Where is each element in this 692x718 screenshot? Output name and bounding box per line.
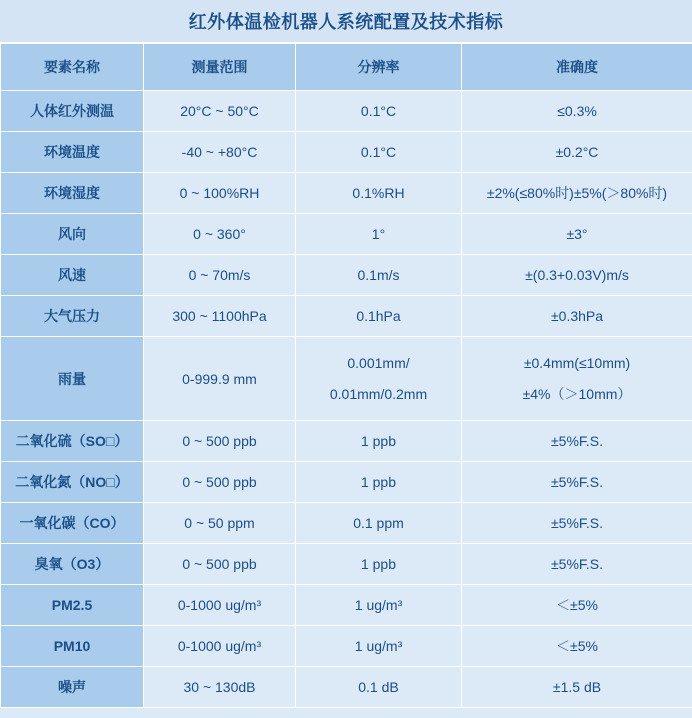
row-label: PM10 bbox=[1, 626, 144, 667]
table-row bbox=[1, 462, 692, 503]
row-accuracy: ±5%F.S. bbox=[462, 462, 692, 503]
row-range: 0 ~ 100%RH bbox=[144, 173, 296, 214]
row-resolution: 0.1 dB bbox=[296, 667, 462, 708]
row-label: 风速 bbox=[1, 255, 144, 296]
column-header-resolution: 分辨率 bbox=[296, 44, 462, 91]
row-resolution: 0.1 ppm bbox=[296, 503, 462, 544]
row-resolution-line1: 0.001mm/ bbox=[347, 354, 410, 371]
table-row bbox=[1, 337, 692, 421]
row-accuracy: ＜±5% bbox=[462, 585, 692, 626]
row-label: 噪声 bbox=[1, 667, 144, 708]
row-accuracy: ＜±5% bbox=[462, 626, 692, 667]
column-header-range: 测量范围 bbox=[144, 44, 296, 91]
table-row bbox=[1, 626, 692, 667]
row-accuracy: ±3° bbox=[462, 214, 692, 255]
table-row bbox=[1, 214, 692, 255]
row-label: 风向 bbox=[1, 214, 144, 255]
row-accuracy-line2: ±4%（＞10mm） bbox=[522, 385, 632, 402]
row-resolution: 0.1hPa bbox=[296, 296, 462, 337]
row-label: 环境温度 bbox=[1, 132, 144, 173]
table-row bbox=[1, 91, 692, 132]
row-accuracy: ±2%(≤80%时)±5%(＞80%时) bbox=[462, 173, 692, 214]
row-accuracy: ±5%F.S. bbox=[462, 421, 692, 462]
row-resolution: 0.1°C bbox=[296, 91, 462, 132]
row-label: 大气压力 bbox=[1, 296, 144, 337]
row-range: 0-1000 ug/m³ bbox=[144, 626, 296, 667]
row-resolution: 0.1°C bbox=[296, 132, 462, 173]
row-accuracy bbox=[462, 337, 692, 421]
specification-table bbox=[0, 43, 692, 708]
row-resolution: 1 ppb bbox=[296, 421, 462, 462]
row-resolution: 1 ppb bbox=[296, 462, 462, 503]
row-range: 0 ~ 500 ppb bbox=[144, 462, 296, 503]
column-header-accuracy: 准确度 bbox=[462, 44, 692, 91]
table-body bbox=[1, 91, 692, 708]
row-range: 0 ~ 500 ppb bbox=[144, 544, 296, 585]
table-header-row bbox=[1, 44, 692, 91]
row-label: 人体红外测温 bbox=[1, 91, 144, 132]
row-resolution: 1 ppb bbox=[296, 544, 462, 585]
table-header bbox=[1, 44, 692, 91]
row-range: 0 ~ 360° bbox=[144, 214, 296, 255]
row-label: 二氧化硫（SO□） bbox=[1, 421, 144, 462]
row-range: -40 ~ +80°C bbox=[144, 132, 296, 173]
column-header-name: 要素名称 bbox=[1, 44, 144, 91]
row-resolution: 1° bbox=[296, 214, 462, 255]
table-row bbox=[1, 544, 692, 585]
table-row bbox=[1, 132, 692, 173]
row-label: 二氧化氮（NO□） bbox=[1, 462, 144, 503]
row-label: 环境湿度 bbox=[1, 173, 144, 214]
row-label: 雨量 bbox=[1, 337, 144, 421]
row-accuracy: ±0.3hPa bbox=[462, 296, 692, 337]
row-accuracy: ±5%F.S. bbox=[462, 544, 692, 585]
title-bar bbox=[0, 0, 692, 43]
page-title: 红外体温检机器人系统配置及技术指标 bbox=[188, 12, 504, 32]
row-label: PM2.5 bbox=[1, 585, 144, 626]
row-range: 30 ~ 130dB bbox=[144, 667, 296, 708]
row-resolution-line2: 0.01mm/0.2mm bbox=[329, 385, 428, 402]
row-accuracy: ±5%F.S. bbox=[462, 503, 692, 544]
row-accuracy: ±0.2°C bbox=[462, 132, 692, 173]
row-accuracy-line1: ±0.4mm(≤10mm) bbox=[523, 354, 631, 371]
row-label: 一氧化碳（CO） bbox=[1, 503, 144, 544]
table-row bbox=[1, 173, 692, 214]
table-row bbox=[1, 421, 692, 462]
row-resolution: 0.1%RH bbox=[296, 173, 462, 214]
row-accuracy: ±(0.3+0.03V)m/s bbox=[462, 255, 692, 296]
row-accuracy: ±1.5 dB bbox=[462, 667, 692, 708]
row-resolution: 0.1m/s bbox=[296, 255, 462, 296]
row-accuracy: ≤0.3% bbox=[462, 91, 692, 132]
row-range: 20°C ~ 50°C bbox=[144, 91, 296, 132]
table-row bbox=[1, 667, 692, 708]
row-resolution: 1 ug/m³ bbox=[296, 626, 462, 667]
row-range: 0 ~ 70m/s bbox=[144, 255, 296, 296]
row-range: 0 ~ 50 ppm bbox=[144, 503, 296, 544]
row-resolution: 1 ug/m³ bbox=[296, 585, 462, 626]
table-row bbox=[1, 503, 692, 544]
table-row bbox=[1, 585, 692, 626]
row-range: 300 ~ 1100hPa bbox=[144, 296, 296, 337]
row-range: 0 ~ 500 ppb bbox=[144, 421, 296, 462]
table-row bbox=[1, 296, 692, 337]
row-resolution bbox=[296, 337, 462, 421]
row-range: 0-1000 ug/m³ bbox=[144, 585, 296, 626]
row-range: 0-999.9 mm bbox=[144, 337, 296, 421]
table-row bbox=[1, 255, 692, 296]
row-label: 臭氧（O3） bbox=[1, 544, 144, 585]
